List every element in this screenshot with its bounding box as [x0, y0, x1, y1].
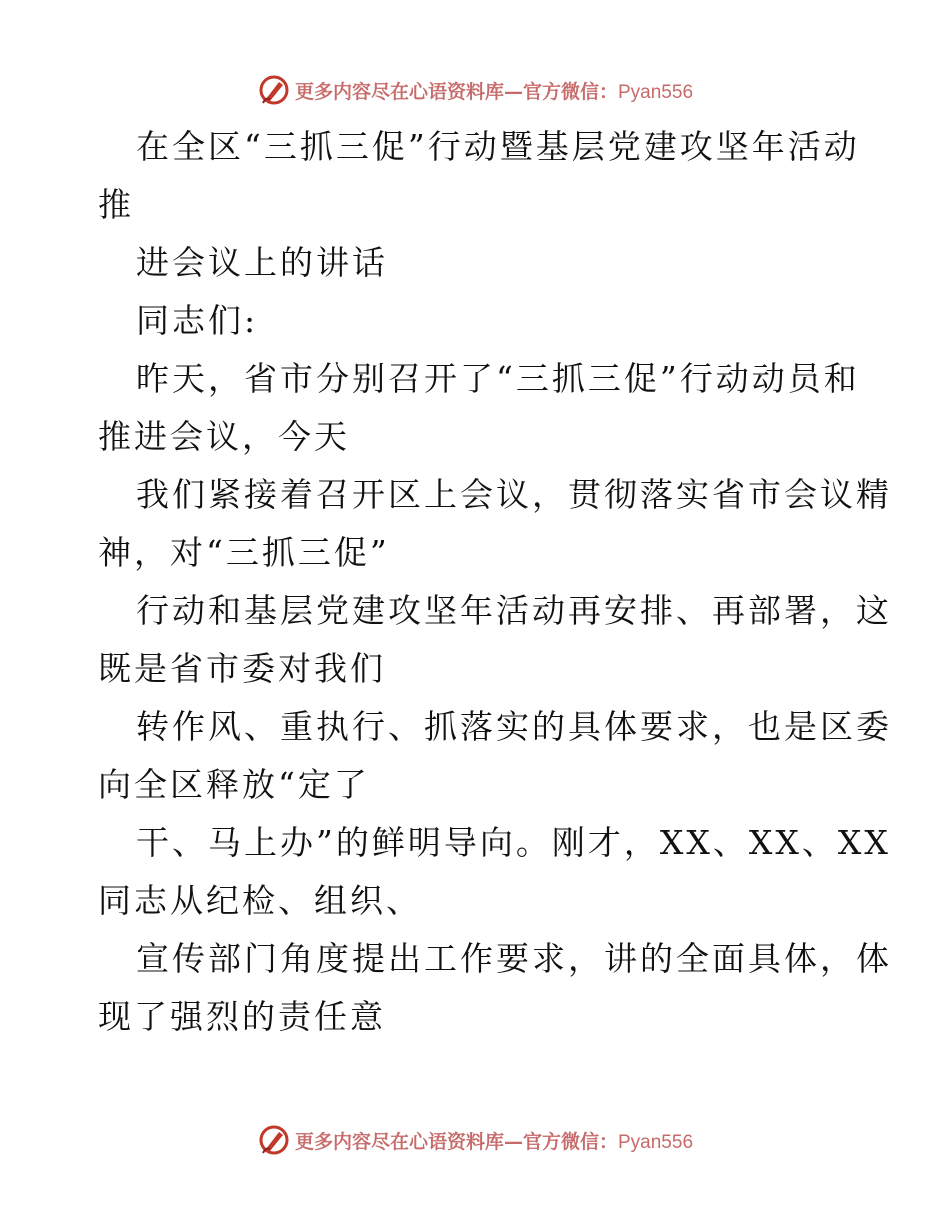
text-line: 推 — [98, 185, 134, 224]
wechat-id: Pyan556 — [618, 1131, 694, 1153]
text-line: 宣传部门角度提出工作要求，讲的全面具体，体 — [136, 939, 892, 978]
text-line: 既是省市委对我们 — [98, 649, 386, 688]
watermark-banner-bottom — [0, 1120, 950, 1160]
text-line: 向全区释放“定了 — [98, 765, 370, 804]
text-line: 干、马上办”的鲜明导向。刚才，XX、XX、XX — [136, 823, 891, 862]
watermark-text: 更多内容尽在心语资料库—官方微信：Pyan556 — [294, 80, 694, 103]
text-line: 进会议上的讲话 — [136, 243, 388, 282]
brush-logo-icon — [257, 73, 291, 107]
document-body — [98, 118, 892, 1046]
watermark-text: 更多内容尽在心语资料库—官方微信：Pyan556 — [294, 1130, 694, 1153]
watermark-banner-top — [0, 70, 950, 110]
text-line: 转作风、重执行、抓落实的具体要求，也是区委 — [136, 707, 892, 746]
brush-logo-icon — [257, 1123, 291, 1157]
document-text — [98, 118, 892, 1046]
text-line: 在全区“三抓三促”行动暨基层党建攻坚年活动 — [136, 127, 860, 166]
text-line: 同志们: — [136, 301, 259, 340]
text-line: 现了强烈的责任意 — [98, 997, 386, 1036]
text-line: 行动和基层党建攻坚年活动再安排、再部署，这 — [136, 591, 892, 630]
text-line: 昨天，省市分别召开了“三抓三促”行动动员和 — [136, 359, 860, 398]
text-line: 同志从纪检、组织、 — [98, 881, 422, 920]
text-line: 我们紧接着召开区上会议，贯彻落实省市会议精 — [136, 475, 892, 514]
text-line: 推进会议，今天 — [98, 417, 350, 456]
wechat-id: Pyan556 — [618, 81, 694, 103]
text-line: 神，对“三抓三促” — [98, 533, 390, 572]
